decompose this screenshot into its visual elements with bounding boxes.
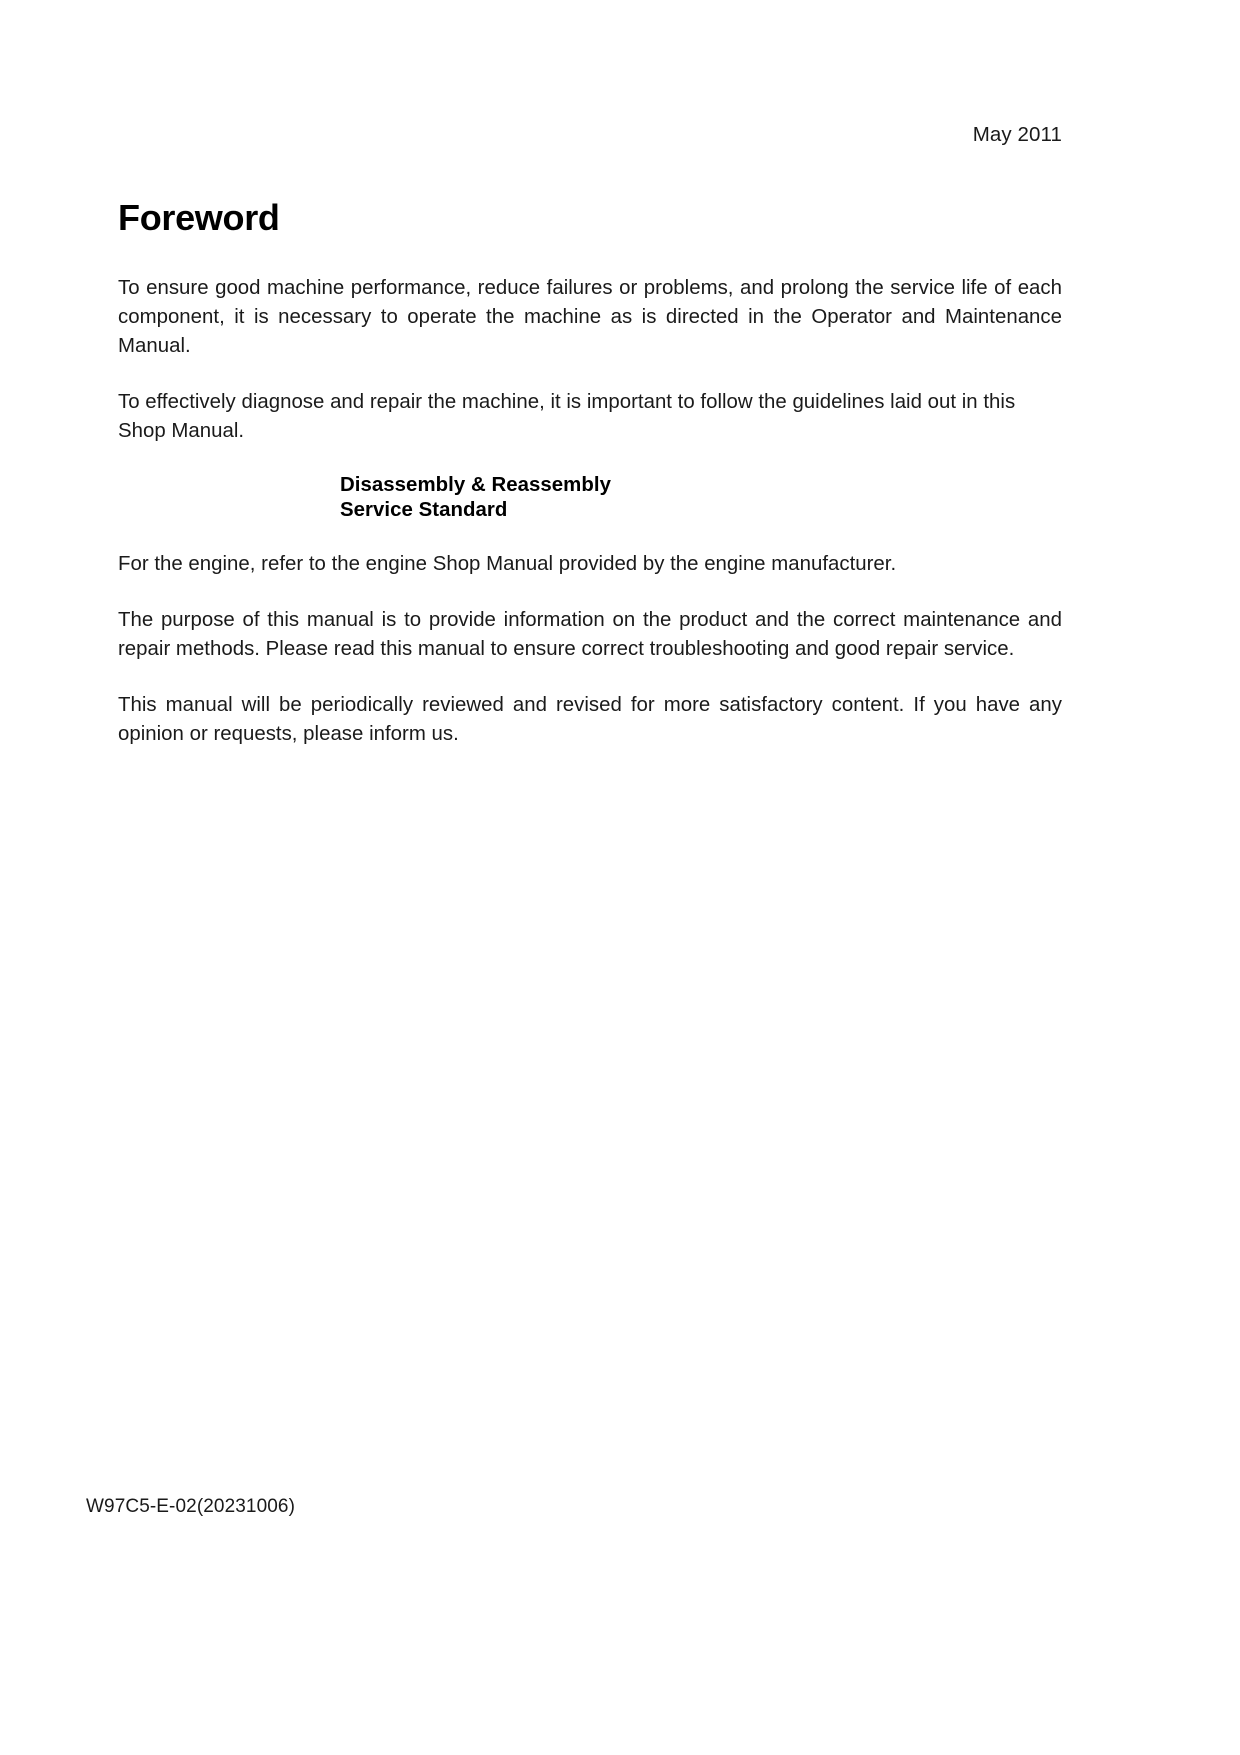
paragraph-revision: This manual will be periodically reviewed and revised for more satisfactory content. If you have any opinion or requests, please inform us. [118,694,1062,745]
paragraph-engine: For the engine, refer to the engine Shop Manual provided by the engine manufacturer. [118,553,897,575]
document-content [118,196,1062,776]
paragraph-intro: To ensure good machine performance, reduce failures or problems, and prolong the service life of each component, it is necessary to operate the machine as is directed in the Operator and Maintenance Manual. [118,277,1062,357]
paragraph-purpose: The purpose of this manual is to provide information on the product and the correct maintenance and repair methods. Please read this manual to ensure correct troubleshooting and good repair service. [118,609,1062,660]
document-date: May 2011 [972,123,1062,146]
emphasis-line-service-standard: Service Standard [340,499,508,521]
footer-document-code: W97C5-E-02(20231006) [86,1496,296,1517]
emphasis-line-disassembly: Disassembly & Reassembly [340,474,611,496]
emphasis-block [118,473,1062,523]
paragraph-diagnose: To effectively diagnose and repair the machine, it is important to follow the guidelines laid out in this Shop Manual. [118,391,1016,442]
page-title: Foreword [118,197,280,238]
